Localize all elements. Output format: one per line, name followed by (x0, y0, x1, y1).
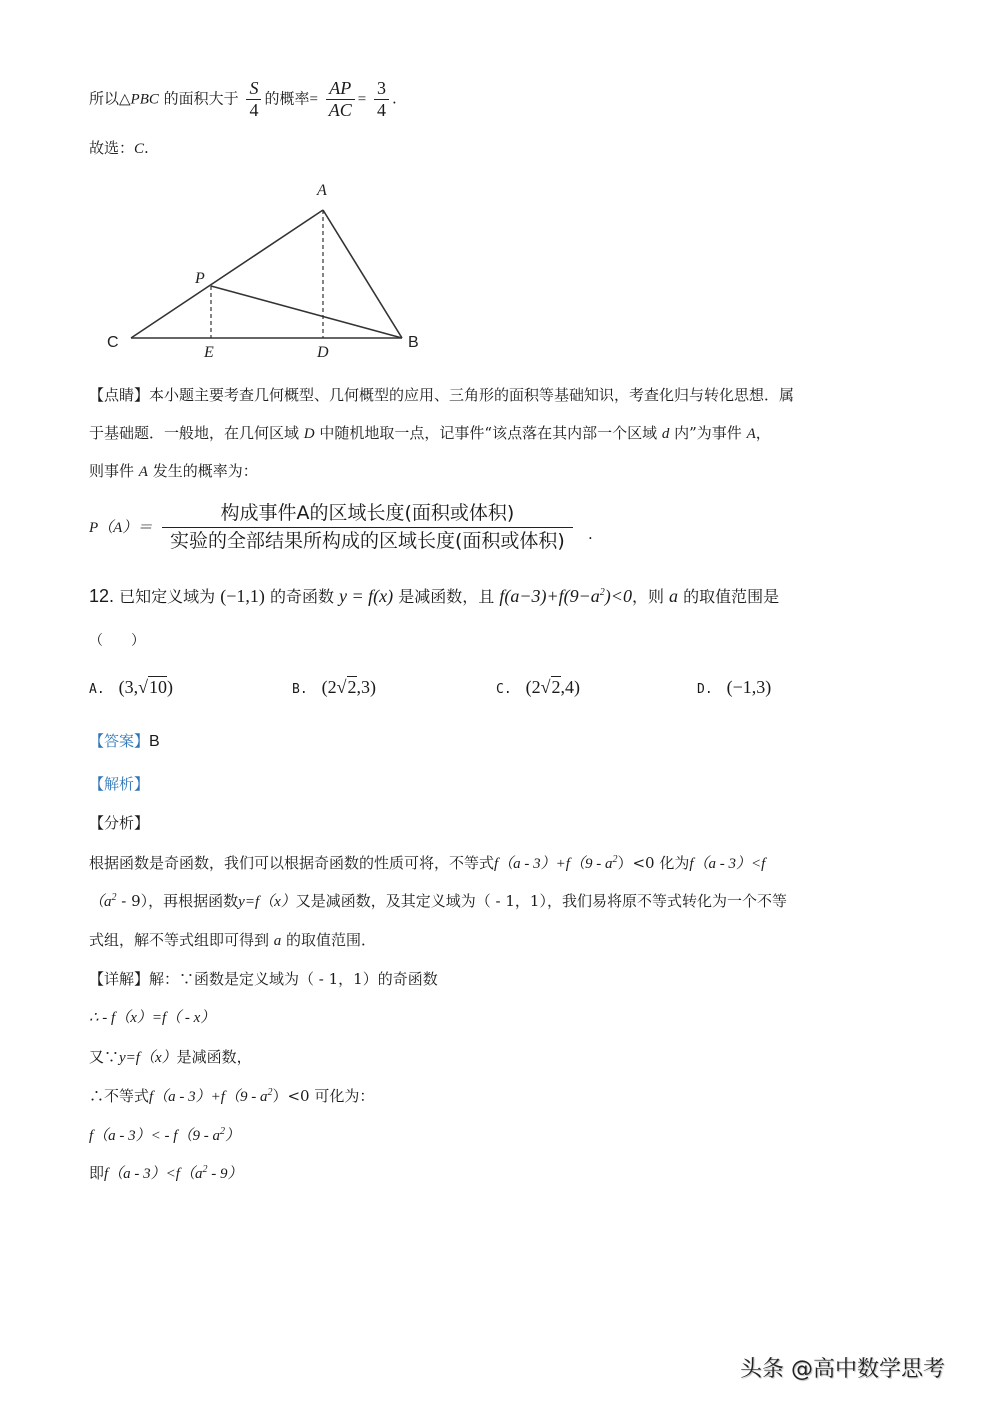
math-expr: f（a - 3）< - f（9 - a (89, 1128, 220, 1144)
formula-end: . (588, 525, 593, 543)
detail-text: ）<0 可化为： (272, 1087, 375, 1105)
formula-numerator: 构成事件A的区域长度(面积或体积) (162, 500, 573, 528)
sqrt-icon: √ (540, 677, 551, 697)
comment-text-3a: 则事件 (89, 462, 139, 480)
math-sup: 2 (267, 1087, 273, 1098)
detail-text: 即 (89, 1164, 105, 1182)
detail-text: 又∵ (89, 1048, 120, 1066)
detail-line-2: ∴ - f（x）=f（ - x） (89, 1010, 216, 1026)
answer-value: B (149, 733, 160, 750)
math-expr: f（a - 3）<f (689, 856, 766, 872)
math-var: a (273, 933, 282, 949)
label-p: P (195, 270, 205, 287)
answer-tag: 【答案】 (89, 732, 150, 750)
ineq-main: f(a−3)+f(9−a (499, 586, 600, 606)
analysis-line-1 (89, 853, 765, 874)
question-12 (89, 586, 779, 607)
label-d: D (317, 344, 329, 361)
question-text-c: 是减函数，且 (393, 587, 500, 606)
frac3-denominator: 4 (376, 100, 386, 120)
comment-tag: 【点睛】 (89, 386, 150, 404)
option-b[interactable] (292, 677, 376, 698)
math-sup: 2 (219, 1126, 225, 1137)
comment-text-3b: 发生的概率为： (147, 462, 258, 480)
event-A: A (746, 426, 756, 442)
frac2-denominator: AC (328, 100, 352, 120)
option-value-post: ,3) (356, 677, 377, 697)
option-label: B. (292, 682, 308, 697)
option-label: C. (496, 682, 512, 697)
math-expr: y=f（x） (119, 1050, 177, 1066)
label-a: A (317, 182, 327, 199)
conclusion-text1: 的面积大于 (158, 89, 244, 108)
label-b: B (408, 334, 419, 351)
math-expr: f（a - 3）+f（9 - a (494, 856, 613, 872)
conclusion-end: . (391, 89, 397, 108)
choice-text: 故选： (89, 139, 135, 157)
triangle-name: PBC (130, 91, 159, 108)
math-expr: ） (224, 1128, 240, 1144)
frac3-numerator: 3 (374, 78, 389, 100)
question-inequality (499, 586, 632, 606)
detail-text: 是减函数， (176, 1048, 252, 1066)
segment-ca (131, 210, 323, 338)
fraction-3-over-4 (374, 78, 389, 121)
detail-tag: 【详解】 (89, 970, 150, 988)
comment-text-1: 本小题主要考查几何概型、几何概型的应用、三角形的面积等基础知识，考查化归与转化思想．属 (149, 386, 795, 404)
math-sup: 2 (202, 1164, 208, 1175)
ineq-sup: 2 (599, 587, 605, 598)
comment-line-2 (89, 423, 771, 444)
watermark: 头条 @高中数学思考 (740, 1357, 945, 1382)
label-c: C (107, 334, 119, 351)
analysis-text: 又是减函数，及其定义域为（ - 1，1），我们易将原不等式转化为一个不等 (295, 892, 787, 910)
math-expr: （a (89, 894, 112, 910)
analysis-tag: 【分析】 (89, 814, 150, 832)
option-c[interactable] (496, 677, 580, 698)
triangle-figure (100, 175, 430, 370)
analysis-text: 的取值范围． (281, 931, 377, 949)
detail-line-3 (89, 1047, 252, 1068)
answer-line (89, 731, 160, 752)
detail-line-5 (89, 1125, 240, 1146)
analysis-line-3 (89, 930, 376, 951)
detail-text: ∴不等式 (89, 1087, 150, 1105)
choice-line (89, 138, 149, 159)
math-expr: f（a - 3）+f（9 - a (149, 1089, 268, 1105)
event-A: A (138, 464, 148, 480)
comment-text-2-end: ， (755, 424, 771, 442)
detail-line-6 (89, 1163, 242, 1184)
segment-pb (211, 286, 402, 338)
frac1-numerator: S (246, 78, 261, 100)
equals-sign: = (309, 91, 318, 108)
math-expr: - 9） (207, 1166, 243, 1182)
question-domain: (−1,1) (220, 586, 265, 606)
question-text-a: 已知定义域为 (114, 587, 221, 606)
formula-denominator: 实验的全部结果所构成的区域长度(面积或体积) (170, 530, 565, 552)
conclusion-text2: 的概率 (264, 89, 310, 108)
question-variable: a (669, 586, 679, 606)
fraction-ap-over-ac (326, 78, 355, 121)
option-value-post: ,4) (560, 677, 581, 697)
question-number: 12. (89, 586, 115, 606)
choice-answer: C (134, 141, 145, 157)
question-blank: （ ） (89, 633, 145, 649)
sqrt-icon: √ (336, 677, 347, 697)
option-radicand: 2 (551, 677, 561, 697)
segment-ab (323, 210, 402, 338)
comment-text-2a: 于基础题．一般地，在几何区域 (89, 424, 304, 442)
option-value-pre: (−1,3) (726, 677, 772, 697)
jiexi-tag: 【解析】 (89, 775, 150, 793)
sqrt-icon: √ (138, 677, 149, 697)
comment-text-2b: 中随机地取一点，记事件“该点落在其内部一个区域 (314, 424, 662, 442)
comment-line-3 (89, 461, 258, 482)
option-label: A. (89, 682, 105, 697)
math-expr: y=f（x） (238, 894, 296, 910)
detail-line-1 (89, 969, 438, 989)
region-D: D (303, 426, 315, 442)
equals-sign: = (357, 91, 367, 108)
formula-lhs: P（A）＝ (89, 520, 153, 536)
option-label: D. (697, 682, 713, 697)
conclusion-line (89, 78, 397, 121)
question-text-b: 的奇函数 (264, 587, 340, 606)
option-d[interactable] (697, 677, 771, 698)
choice-end: . (144, 139, 149, 157)
comment-line-1 (89, 385, 794, 405)
question-text-d: ，则 (631, 587, 670, 606)
fraction-s-over-4 (246, 78, 261, 121)
detail-text: 解：∵函数是定义域为（ - 1，1）的奇函数 (149, 970, 438, 988)
question-text-e: 的取值范围是 (678, 587, 780, 606)
analysis-text: 根据函数是奇函数，我们可以根据奇函数的性质可将，不等式 (89, 854, 495, 872)
option-a[interactable] (89, 677, 173, 698)
option-value-pre: (2 (321, 677, 337, 697)
analysis-line-2 (89, 891, 787, 912)
option-value-post: ) (167, 677, 174, 697)
region-d: d (661, 426, 670, 442)
frac2-numerator: AP (326, 78, 355, 100)
label-e: E (204, 344, 214, 361)
math-sup: 2 (111, 892, 117, 903)
analysis-text: 式组，解不等式组即可得到 (89, 931, 274, 949)
conclusion-prefix: 所以△ (89, 89, 131, 108)
frac1-denominator: 4 (249, 100, 259, 120)
option-radicand: 2 (347, 677, 357, 697)
math-sup: 2 (612, 854, 618, 865)
comment-text-2c: 内”为事件 (669, 424, 747, 442)
ineq-end: )<0 (604, 586, 632, 606)
question-function: y = f(x) (339, 586, 394, 606)
detail-line-4 (89, 1086, 374, 1107)
probability-fraction (162, 500, 573, 555)
math-expr: f（a - 3）<f（a (104, 1166, 203, 1182)
analysis-text: - 9），再根据函数 (116, 892, 239, 910)
option-radicand: 10 (149, 677, 168, 697)
analysis-text: ）<0 化为 (617, 854, 690, 872)
option-value-pre: (3, (118, 677, 139, 697)
option-value-pre: (2 (525, 677, 541, 697)
